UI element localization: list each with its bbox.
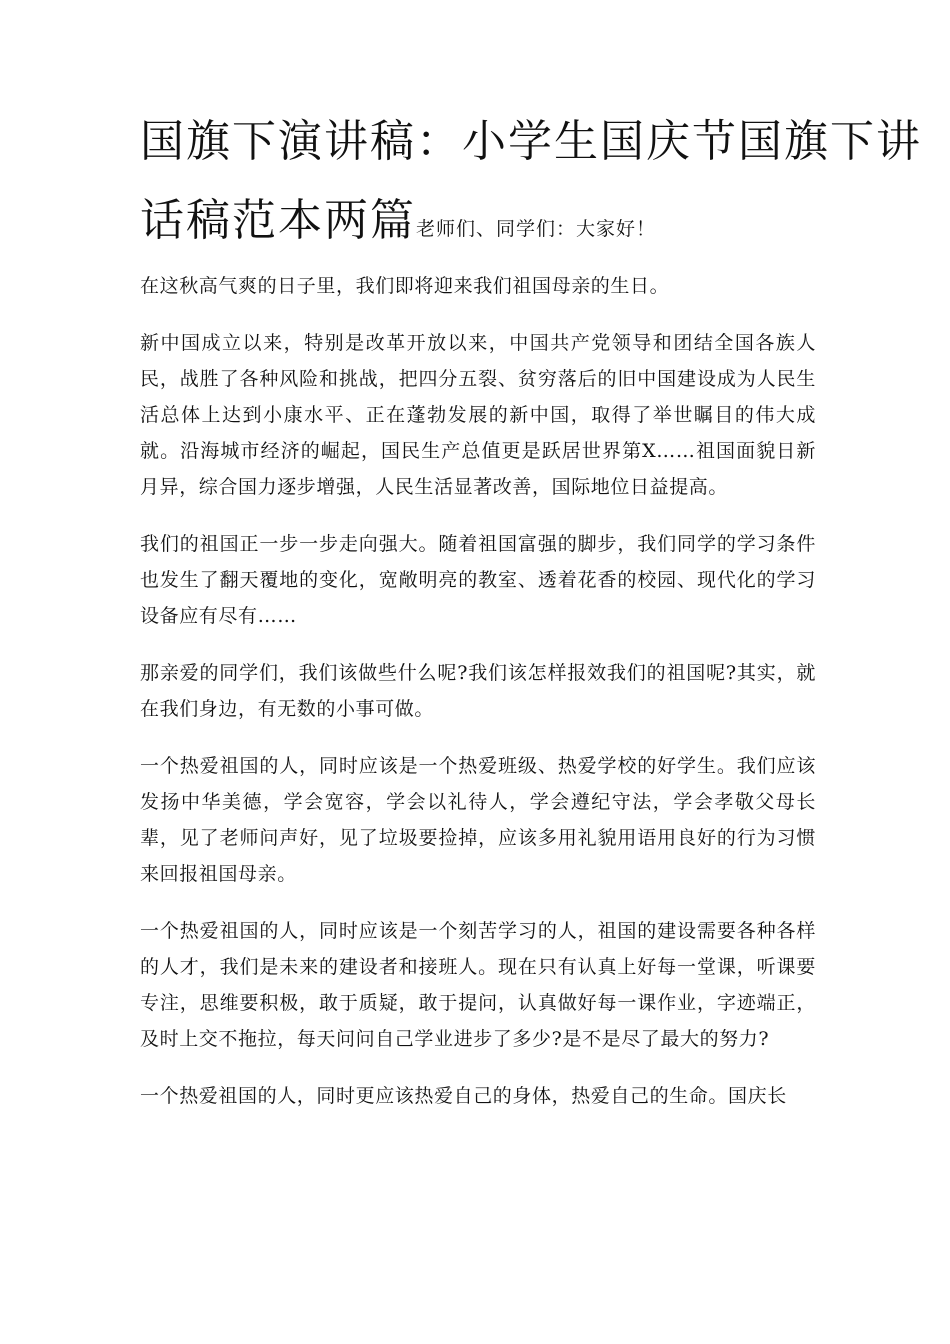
title-line-2-text: 话稿范本两篇 xyxy=(140,195,416,246)
paragraph: 我们的祖国正一步一步走向强大。随着祖国富强的脚步，我们同学的学习条件也发生了翻天覆地的变化，宽敞明亮的教室、透着花香的校园、现代化的学习设备应有尽有…… xyxy=(140,533,816,627)
paragraph: 在这秋高气爽的日子里，我们即将迎来我们祖国母亲的生日。 xyxy=(140,275,670,297)
paragraph: 那亲爱的同学们，我们该做些什么呢?我们该怎样报效我们的祖国呢?其实，就在我们身边，有无数的小事可做。 xyxy=(140,662,816,720)
title-line-1: 国旗下演讲稿：小学生国庆节国旗下讲 xyxy=(140,116,922,167)
paragraph: 一个热爱祖国的人，同时更应该热爱自己的身体，热爱自己的生命。国庆长 xyxy=(140,1085,787,1107)
document-body xyxy=(140,268,816,1135)
paragraph: 一个热爱祖国的人，同时应该是一个刻苦学习的人，祖国的建设需要各种各样的人才，我们是未来的建设者和接班人。现在只有认真上好每一堂课，听课要专注，思维要积极，敢于质疑，敢于提问，认真做好每一课作业，字迹端正，及时上交不拖拉，每天问问自己学业进步了多少?是不是尽了最大的努力? xyxy=(140,920,816,1050)
paragraph: 新中国成立以来，特别是改革开放以来，中国共产党领导和团结全国各族人民，战胜了各种风险和挑战，把四分五裂、贫穷落后的旧中国建设成为人民生活总体上达到小康水平、正在蓬勃发展的新中国，取得了举世瞩目的伟大成就。沿海城市经济的崛起，国民生产总值更是跃居世界第X……祖国面貌日新月异，综合国力逐步增强，人民生活显著改善，国际地位日益提高。 xyxy=(140,332,816,498)
paragraph: 一个热爱祖国的人，同时应该是一个热爱班级、热爱学校的好学生。我们应该发扬中华美德，学会宽容，学会以礼待人，学会遵纪守法，学会孝敬父母长辈，见了老师问声好，见了垃圾要捡掉，应该多用礼貌用语用良好的行为习惯来回报祖国母亲。 xyxy=(140,755,816,885)
title-line-2 xyxy=(140,188,820,262)
greeting-text: 老师们、同学们：大家好！ xyxy=(416,218,657,240)
document-title xyxy=(140,96,922,262)
